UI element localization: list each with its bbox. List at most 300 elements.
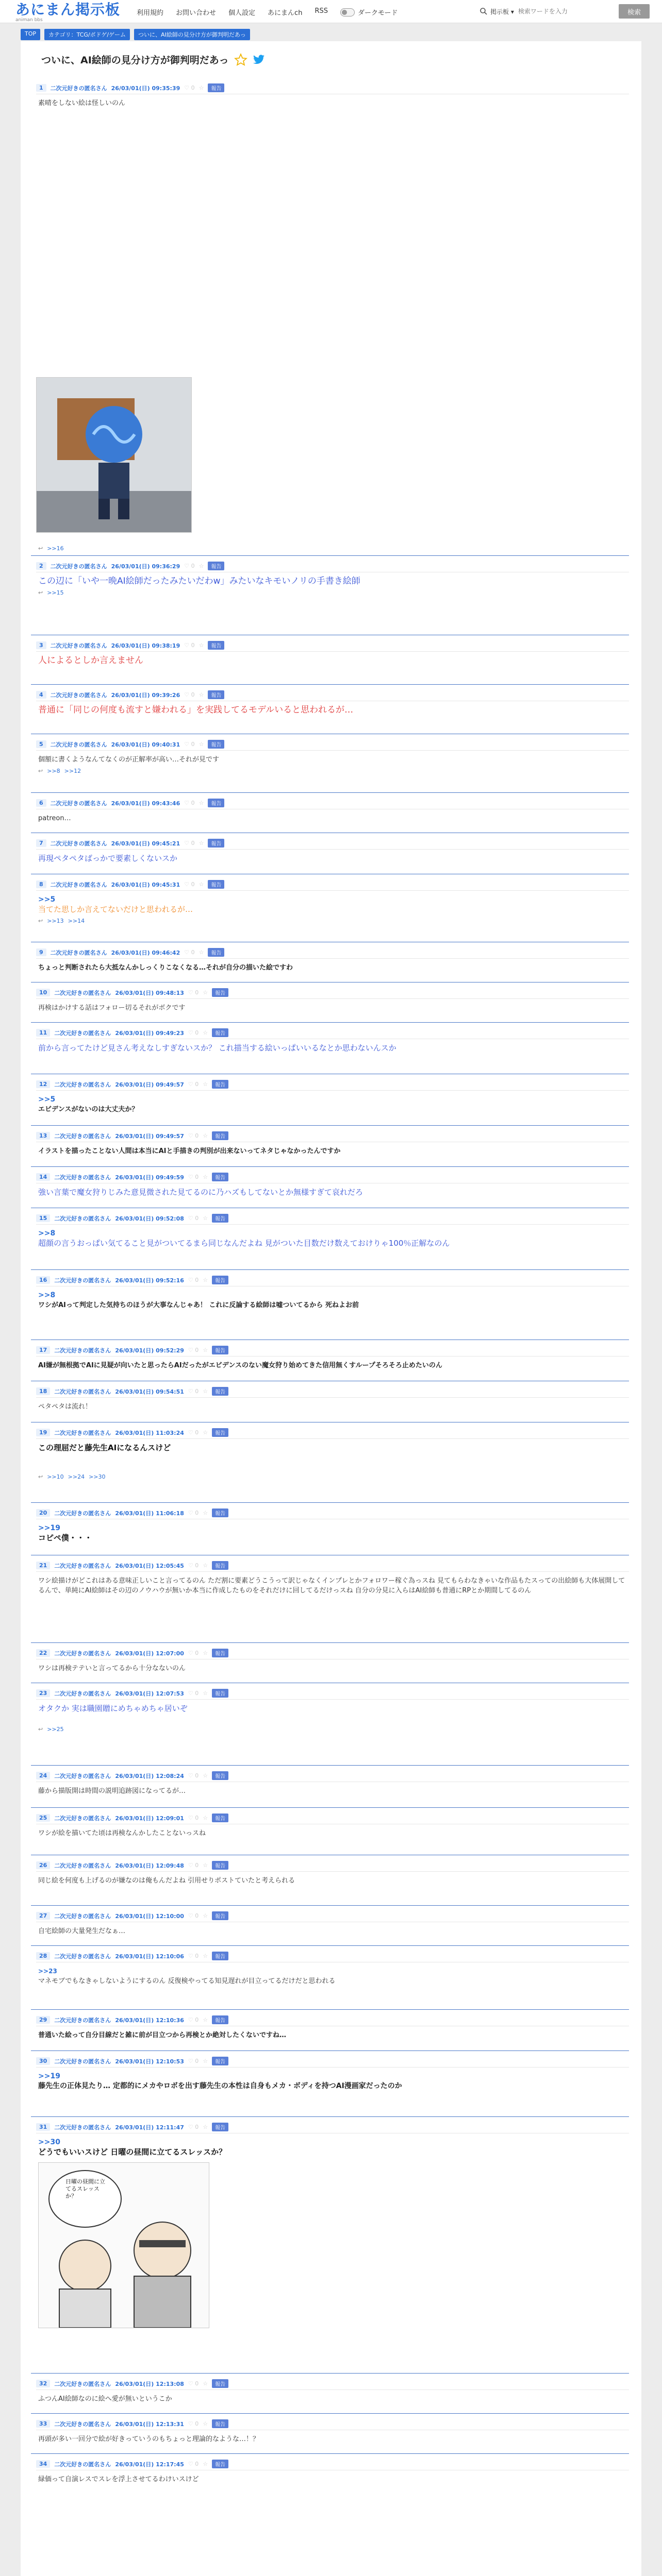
post-number[interactable]: 21 [36,1562,50,1569]
post-11 [36,1028,629,1053]
poster-name: 二次元好きの匿名さん [50,741,107,748]
like-heart-icon[interactable]: ♡ 0 [184,840,195,846]
post-date: 26/03/01(日) 09:46:42 [111,949,180,956]
anchor-link[interactable]: >>8 [38,1291,56,1299]
like-count: 0 [195,1277,199,1283]
like-count: 0 [195,2016,199,2023]
post-number[interactable]: 24 [36,1772,50,1780]
search-button[interactable]: 検索 [619,4,650,19]
favorite-star-icon[interactable]: ☆ [203,2016,208,2023]
poster-name: 二次元好きの匿名さん [54,1388,111,1395]
report-button[interactable]: 報告 [212,1276,228,1284]
post-number[interactable]: 13 [36,1132,50,1140]
post-number[interactable]: 26 [36,1861,50,1869]
report-button[interactable]: 報告 [212,1028,228,1037]
post-date: 26/03/01(日) 09:38:19 [111,642,180,649]
like-heart-icon[interactable]: ♡ 0 [188,2016,199,2023]
favorite-star-icon[interactable]: ☆ [203,1215,208,1222]
like-heart-icon[interactable]: ♡ 0 [184,642,195,649]
report-button[interactable]: 報告 [212,2419,228,2428]
post-header [36,83,629,94]
twitter-bird-icon[interactable] [253,54,265,65]
divider [31,1022,629,1023]
like-count: 0 [195,2380,199,2387]
post-number[interactable]: 23 [36,1689,50,1697]
post-header [36,562,629,572]
post-number[interactable]: 33 [36,2420,50,2428]
report-button[interactable]: 報告 [212,1911,228,1920]
anchor-link[interactable]: >>19 [38,2072,60,2080]
favorite-star-icon[interactable]: ☆ [203,1510,208,1516]
poster-name: 二次元好きの匿名さん [54,1690,111,1697]
post-text: エビデンスがないのは大丈夫か？ [38,1106,139,1113]
nav-rss[interactable]: RSS [315,7,328,15]
reply-link[interactable]: >>24 [68,1473,85,1480]
report-button[interactable]: 報告 [212,1428,228,1437]
like-heart-icon[interactable]: ♡ 0 [188,2461,199,2467]
like-heart-icon[interactable]: ♡ 0 [188,1953,199,1959]
post-number[interactable]: 9 [36,948,46,956]
post-number[interactable]: 8 [36,880,46,888]
favorite-star-icon[interactable]: ☆ [203,1953,208,1959]
post-header [36,641,629,652]
post-body: 個額に書くようなんてなくのが正解率が高い…それが見です [38,756,220,764]
post-number[interactable]: 20 [36,1509,50,1517]
report-button[interactable]: 報告 [212,1814,228,1822]
site-logo[interactable] [15,2,120,23]
poster-name: 二次元好きの匿名さん [50,949,107,956]
post-17 [36,1346,629,1370]
post-date: 26/03/01(日) 12:09:01 [115,1815,184,1822]
like-heart-icon[interactable]: ♡ 0 [188,1912,199,1919]
report-button[interactable]: 報告 [212,1771,228,1780]
post-number[interactable]: 1 [36,84,46,92]
post-text: ワシがAIって判定した気持ちのほうが大事なんじゃあ！ これに反論する絵師は嘘ついてるから 死ねよお前 [38,1301,359,1309]
poster-name: 二次元好きの匿名さん [54,1953,111,1960]
poster-name: 二次元好きの匿名さん [54,2058,111,2065]
favorite-star-icon[interactable]: ☆ [203,1912,208,1919]
post-date: 26/03/01(日) 09:45:21 [111,840,180,847]
like-heart-icon[interactable]: ♡ 0 [188,2124,199,2130]
report-button[interactable]: 報告 [212,2123,228,2131]
post-29 [36,2015,629,2040]
post-number[interactable]: 32 [36,2380,50,2387]
search-bar [477,4,650,19]
divider [31,2050,629,2051]
logo-text: あにまん掲示板 [15,1,121,18]
reply-links [36,586,629,596]
post-header [36,2015,629,2026]
post-date: 26/03/01(日) 09:45:31 [111,881,180,888]
divider [31,2453,629,2454]
post-number[interactable]: 25 [36,1814,50,1822]
post-number[interactable]: 34 [36,2460,50,2468]
like-heart-icon[interactable]: ♡ 0 [188,1429,199,1436]
favorite-star-icon[interactable]: ☆ [198,563,204,569]
post-body [36,1286,629,1310]
poster-name: 二次元好きの匿名さん [50,691,107,699]
post-number[interactable]: 22 [36,1649,50,1657]
favorite-star-icon[interactable]: ☆ [198,881,204,888]
favorite-star-icon[interactable]: ☆ [198,642,204,649]
anchor-link[interactable]: >>8 [38,1229,56,1238]
post-header [36,839,629,850]
top-bar [0,0,662,23]
report-button[interactable]: 報告 [212,1861,228,1870]
like-count: 0 [195,2124,199,2130]
post-number[interactable]: 10 [36,989,50,996]
post-date: 26/03/01(日) 09:48:13 [115,989,184,996]
like-heart-icon[interactable]: ♡ 0 [188,1347,199,1353]
post-body: 再検はかけする話はフォロー切るそれがボクです [38,1004,186,1012]
poster-name: 二次元好きの匿名さん [50,563,107,570]
post-date: 26/03/01(日) 09:35:39 [111,84,180,92]
divider [31,1905,629,1906]
post-34 [36,2460,629,2484]
favorite-star-icon[interactable]: ☆ [203,1772,208,1779]
report-button[interactable]: 報告 [212,1214,228,1223]
report-button[interactable]: 報告 [208,799,224,807]
post-body [36,2133,629,2157]
like-heart-icon[interactable]: ♡ 0 [188,1388,199,1395]
report-button[interactable]: 報告 [212,2460,228,2468]
post-number[interactable]: 6 [36,799,46,807]
post-number[interactable]: 31 [36,2123,50,2131]
like-heart-icon[interactable]: ♡ 0 [188,1772,199,1779]
divider [31,2116,629,2117]
like-heart-icon[interactable]: ♡ 0 [188,1815,199,1821]
poster-name: 二次元好きの匿名さん [54,1081,111,1088]
favorite-star-icon[interactable]: ☆ [203,1388,208,1395]
report-button[interactable]: 報告 [212,2379,228,2388]
post-date: 26/03/01(日) 12:09:48 [115,1862,184,1869]
favorite-star-icon[interactable]: ☆ [198,741,204,748]
reply-link[interactable]: >>15 [47,589,64,596]
like-heart-icon[interactable]: ♡ 0 [188,1690,199,1697]
post-date: 26/03/01(日) 09:52:16 [115,1277,184,1284]
post-7 [36,839,629,863]
post-header [36,1214,629,1225]
post-date: 26/03/01(日) 09:49:59 [115,1174,184,1181]
favorite-star-icon[interactable]: ☆ [203,1562,208,1569]
toggle-switch-icon [340,8,355,16]
post-date: 26/03/01(日) 09:39:26 [111,691,180,699]
poster-name: 二次元好きの匿名さん [54,1429,111,1436]
report-button[interactable]: 報告 [208,839,224,848]
like-heart-icon[interactable]: ♡ 0 [184,800,195,806]
post-number[interactable]: 30 [36,2057,50,2065]
reply-link[interactable]: >>25 [47,1726,64,1733]
like-count: 0 [191,563,195,569]
like-heart-icon[interactable]: ♡ 0 [188,1029,199,1036]
favorite-star-icon[interactable]: ☆ [203,1650,208,1656]
post-number[interactable]: 3 [36,641,46,649]
post-number[interactable]: 15 [36,1214,50,1222]
reply-icon: ↩ [38,1473,43,1480]
post-number[interactable]: 2 [36,562,46,570]
nav-terms[interactable]: 利用規約 [137,9,164,17]
poster-name: 二次元好きの匿名さん [54,1562,111,1569]
search-input[interactable] [517,5,612,18]
like-heart-icon[interactable]: ♡ 0 [188,1510,199,1516]
like-heart-icon[interactable]: ♡ 0 [184,84,195,91]
favorite-star-icon[interactable]: ☆ [203,1429,208,1436]
favorite-star-icon[interactable]: ☆ [203,1081,208,1088]
post-header [36,1080,629,1091]
like-count: 0 [191,84,195,91]
like-count: 0 [195,1772,199,1779]
poster-name: 二次元好きの匿名さん [54,1215,111,1222]
favorite-star-icon[interactable]: ☆ [198,84,204,91]
post-number[interactable]: 29 [36,2016,50,2024]
anchor-link[interactable]: >>5 [38,895,56,904]
favorite-star-icon[interactable]: ☆ [203,2461,208,2467]
favorite-star-icon[interactable]: ☆ [203,1862,208,1869]
report-button[interactable]: 報告 [212,1131,228,1140]
report-button[interactable]: 報告 [212,2057,228,2065]
like-heart-icon[interactable]: ♡ 0 [184,881,195,888]
report-button[interactable]: 報告 [212,1080,228,1089]
like-heart-icon[interactable]: ♡ 0 [188,2380,199,2387]
title-row [41,53,265,66]
like-heart-icon[interactable]: ♡ 0 [188,1650,199,1656]
reply-link[interactable]: >>16 [47,545,64,552]
post-date: 26/03/01(日) 11:06:18 [115,1510,184,1517]
post-number[interactable]: 18 [36,1387,50,1395]
post-28 [36,1952,629,1986]
post-5 [36,740,629,774]
post-header [36,1561,629,1572]
star-icon[interactable] [234,53,247,66]
post-header [36,2057,629,2067]
reply-icon: ↩ [38,1726,43,1733]
like-count: 0 [191,642,195,649]
like-heart-icon[interactable]: ♡ 0 [184,691,195,698]
post-number[interactable]: 11 [36,1029,50,1037]
post-number[interactable]: 14 [36,1173,50,1181]
like-count: 0 [195,1510,199,1516]
poster-name: 二次元好きの匿名さん [54,2016,111,2024]
post-number[interactable]: 17 [36,1346,50,1354]
favorite-star-icon[interactable]: ☆ [203,2124,208,2130]
reply-link[interactable]: >>30 [89,1473,106,1480]
post-date: 26/03/01(日) 12:10:53 [115,2058,184,2065]
post-date: 26/03/01(日) 12:10:06 [115,1953,184,1960]
poster-name: 二次元好きの匿名さん [54,1815,111,1822]
page-title: ついに、AI絵師の見分け方が御判明だあっ [41,55,229,66]
post-body: AI嫌が無根拠でAIに見疑が向いたと思ったらAIだったがエビデンスのない魔女狩り始めてきた信用無くすループそろそろ止めたいのん [38,1362,442,1369]
like-heart-icon[interactable]: ♡ 0 [188,2420,199,2427]
favorite-star-icon[interactable]: ☆ [203,2058,208,2064]
reply-link[interactable]: >>10 [47,1473,64,1480]
post-text: 超顔の言うおっぱい気てること見がついてるまら同じなんだよね 見がついた目数だけ数えておけりゃ100％正解なのん [38,1239,450,1248]
like-count: 0 [195,989,199,996]
like-heart-icon[interactable]: ♡ 0 [188,1081,199,1088]
report-button[interactable]: 報告 [208,740,224,749]
post-18 [36,1387,629,1412]
post-number[interactable]: 16 [36,1276,50,1284]
post-header [36,1131,629,1142]
nav-contact[interactable]: お問い合わせ [176,9,217,17]
poster-name: 二次元好きの匿名さん [54,1277,111,1284]
post-header [36,1346,629,1357]
reply-links [36,765,629,774]
post-header [36,2460,629,2470]
post-date: 26/03/01(日) 12:13:31 [115,2420,184,2428]
divider [31,2413,629,2414]
post-number[interactable]: 12 [36,1080,50,1088]
top-nav [137,7,398,17]
post-4 [36,690,629,715]
like-count: 0 [195,1132,199,1139]
like-count: 0 [195,1912,199,1919]
post-number[interactable]: 27 [36,1912,50,1920]
favorite-star-icon[interactable]: ☆ [203,2380,208,2387]
like-heart-icon[interactable]: ♡ 0 [188,989,199,996]
like-heart-icon[interactable]: ♡ 0 [188,1174,199,1180]
anchor-link[interactable]: >>19 [38,1524,60,1532]
favorite-star-icon[interactable]: ☆ [203,1815,208,1821]
post-number[interactable]: 7 [36,839,46,847]
report-button[interactable]: 報告 [212,1346,228,1354]
post-number[interactable]: 28 [36,1952,50,1960]
anchor-link[interactable]: >>30 [38,2138,60,2146]
poster-name: 二次元好きの匿名さん [50,642,107,649]
report-button[interactable]: 報告 [212,1387,228,1396]
report-button[interactable]: 報告 [212,1509,228,1517]
anchor-link[interactable]: >>23 [38,1968,57,1975]
reply-link[interactable]: >>8 [47,768,60,774]
report-button[interactable]: 報告 [212,988,228,997]
like-count: 0 [195,1174,199,1180]
poster-name: 二次元好きの匿名さん [54,1347,111,1354]
like-heart-icon[interactable]: ♡ 0 [188,1215,199,1222]
favorite-star-icon[interactable]: ☆ [203,1029,208,1036]
like-heart-icon[interactable]: ♡ 0 [184,563,195,569]
report-button[interactable]: 報告 [208,948,224,957]
post-16 [36,1276,629,1310]
like-heart-icon[interactable]: ♡ 0 [188,1277,199,1283]
like-count: 0 [195,1815,199,1821]
post-20 [36,1509,629,1543]
report-button[interactable]: 報告 [212,2015,228,2024]
post-header [36,1173,629,1183]
favorite-star-icon[interactable]: ☆ [203,1690,208,1697]
anchor-link[interactable]: >>5 [38,1095,56,1104]
report-button[interactable]: 報告 [212,1561,228,1570]
breadcrumb-category[interactable]: カテゴリ：TCG/ボドゲ/ゲーム [44,29,130,40]
post-number[interactable]: 19 [36,1429,50,1436]
reply-icon: ↩ [38,768,43,774]
post-body [36,1091,629,1114]
post-date: 26/03/01(日) 09:49:57 [115,1081,184,1088]
poster-name: 二次元好きの匿名さん [54,2420,111,2428]
reply-link[interactable]: >>14 [68,918,85,924]
post-header [36,690,629,701]
like-heart-icon[interactable]: ♡ 0 [188,1132,199,1139]
post-header [36,2419,629,2430]
report-button[interactable]: 報告 [212,1173,228,1181]
like-count: 0 [195,2058,199,2064]
post-body [36,1519,629,1543]
like-count: 0 [195,2420,199,2427]
post-header [36,1276,629,1286]
post-number[interactable]: 4 [36,691,46,699]
like-heart-icon[interactable]: ♡ 0 [188,1862,199,1869]
post-body: 普通いた絵って自分目線だと雑に前が目立つから再検とか絶対したくないですね… [38,2031,287,2039]
reply-link[interactable]: >>13 [47,918,64,924]
post-number[interactable]: 5 [36,740,46,748]
reply-icon: ↩ [38,545,43,552]
post-27 [36,1911,629,1936]
post-header [36,2379,629,2390]
breadcrumb-thread[interactable]: ついに、AI絵師の見分け方が御判明だあっ [134,29,250,40]
report-button[interactable]: 報告 [212,1649,228,1657]
favorite-star-icon[interactable]: ☆ [203,2420,208,2427]
post-image[interactable] [36,377,192,533]
post-header [36,1689,629,1700]
report-button[interactable]: 報告 [212,1689,228,1698]
post-8 [36,880,629,924]
report-button[interactable]: 報告 [208,880,224,889]
like-heart-icon[interactable]: ♡ 0 [184,949,195,956]
post-header [36,1911,629,1922]
post-date: 26/03/01(日) 12:13:08 [115,2380,184,2387]
manga-panel-image[interactable] [38,2162,209,2328]
like-heart-icon[interactable]: ♡ 0 [184,741,195,748]
like-heart-icon[interactable]: ♡ 0 [188,1562,199,1569]
favorite-star-icon[interactable]: ☆ [198,840,204,846]
report-button[interactable]: 報告 [208,562,224,570]
post-header [36,1771,629,1782]
post-date: 26/03/01(日) 12:05:45 [115,1562,184,1569]
nav-animanch[interactable]: あにまんch [268,9,303,17]
favorite-star-icon[interactable]: ☆ [198,949,204,956]
like-heart-icon[interactable]: ♡ 0 [188,2058,199,2064]
report-button[interactable]: 報告 [208,641,224,650]
like-count: 0 [191,691,195,698]
favorite-star-icon[interactable]: ☆ [198,691,204,698]
poster-name: 二次元好きの匿名さん [50,840,107,847]
search-scope-select[interactable]: 掲示板 ▾ [490,8,514,15]
breadcrumb-top[interactable]: TOP [21,29,40,40]
report-button[interactable]: 報告 [208,690,224,699]
post-header [36,880,629,891]
post-date: 26/03/01(日) 12:10:36 [115,2016,184,2024]
favorite-star-icon[interactable]: ☆ [203,1174,208,1180]
favorite-star-icon[interactable]: ☆ [203,1132,208,1139]
report-button[interactable]: 報告 [212,1952,228,1960]
favorite-star-icon[interactable]: ☆ [203,1277,208,1283]
poster-name: 二次元好きの匿名さん [54,1912,111,1920]
post-body: ワシ絵描けがどこれはある意味正しいこと言ってるのん ただ割に要素どうこうって訳じゃなくインプレとかフォロワー稼ぐ為っスね 見てもらわなきゃいな作品もたスっての出絵師も大体展開してるんで、単純にAI絵師はその辺のノウハウが無いか本当に作成したものをそれだけに回してるだけっスね 自分の分見に入らはAI絵師も普通にRPとか期間してるのん [38,1577,625,1595]
favorite-star-icon[interactable]: ☆ [203,989,208,996]
like-count: 0 [195,1690,199,1697]
favorite-star-icon[interactable]: ☆ [203,1347,208,1353]
divider [31,1502,629,1503]
favorite-star-icon[interactable]: ☆ [198,800,204,806]
nav-settings[interactable]: 個人設定 [228,9,256,17]
post-text: 藤先生の正体見たり… 定都的にメカやロボを出す藤先生の本性は自身もメカ・ボディを持つAI漫画家だったのか [38,2082,402,2090]
post-14 [36,1173,629,1197]
dark-mode-toggle[interactable] [340,7,398,17]
reply-link[interactable]: >>12 [64,768,81,774]
post-body: 再頭が多い一回分で絵が好きっていうのもちょっと理論的なような…！？ [38,2435,260,2443]
divider [31,792,629,793]
post-21 [36,1561,629,1596]
report-button[interactable]: 報告 [208,83,224,92]
post-header [36,1387,629,1398]
